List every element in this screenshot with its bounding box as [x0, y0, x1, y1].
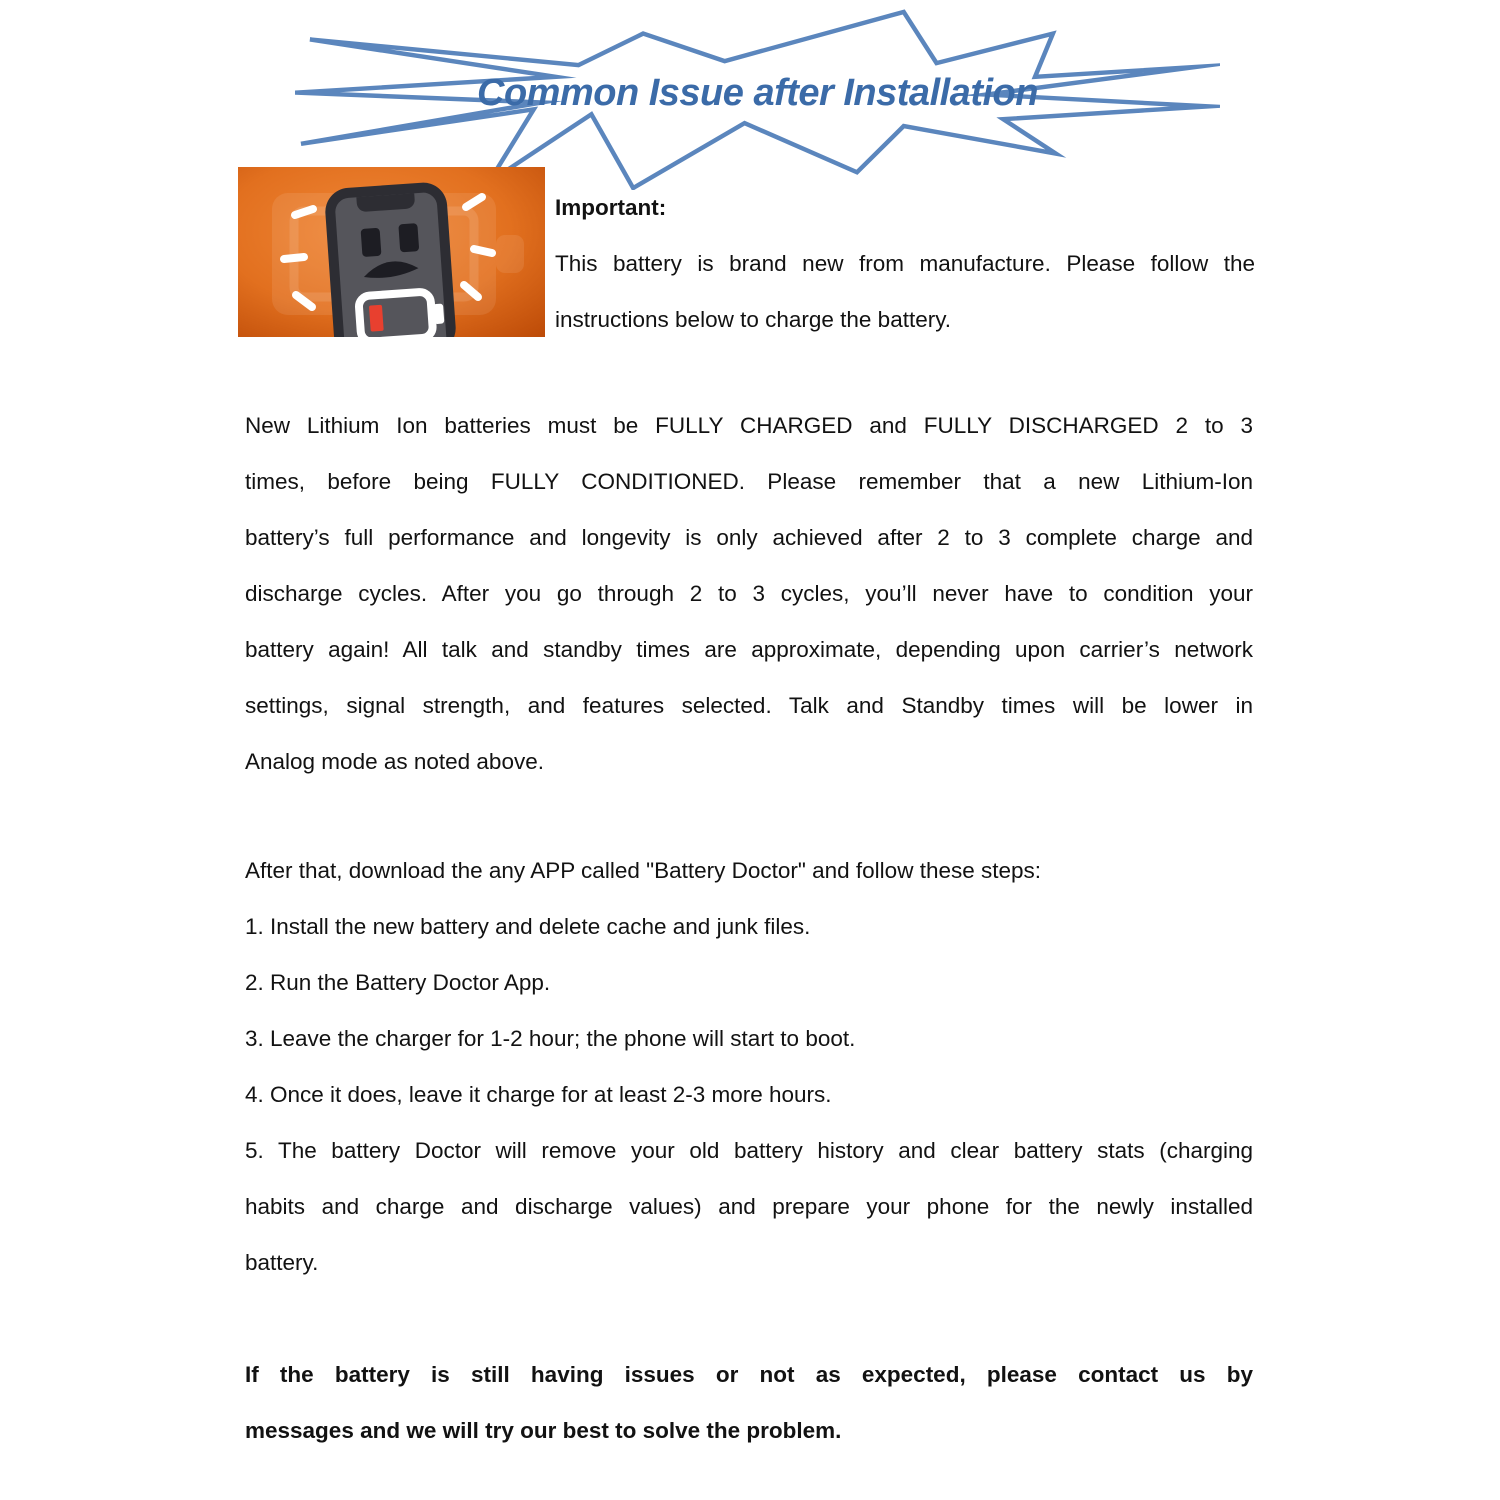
- text-line: settings, signal strength, and features selected. Talk and Standby times will be lower in: [245, 693, 1253, 718]
- important-text: [555, 236, 1255, 348]
- step-item-2: [245, 955, 1253, 1011]
- text-line: battery.: [245, 1250, 319, 1275]
- conditioning-paragraph: [245, 398, 1253, 790]
- text-line: discharge cycles. After you go through 2 to 3 cycles, you’ll never have to condition your: [245, 581, 1253, 606]
- steps-section: [245, 843, 1253, 1291]
- phone-eye-left: [361, 228, 382, 257]
- step-item-4: [245, 1067, 1253, 1123]
- step-item-1: [245, 899, 1253, 955]
- sad-phone-low-battery-illustration: [238, 167, 545, 337]
- text-line: 1. Install the new battery and delete cache and junk files.: [245, 914, 811, 939]
- text-line: 2. Run the Battery Doctor App.: [245, 970, 551, 995]
- text-line: habits and charge and discharge values) and prepare your phone for the newly installed: [245, 1194, 1253, 1219]
- text-line: messages and we will try our best to solve the problem.: [245, 1418, 842, 1443]
- step-item-3: [245, 1011, 1253, 1067]
- text-line: times, before being FULLY CONDITIONED. Please remember that a new Lithium-Ion: [245, 469, 1253, 494]
- step-item-5: [245, 1123, 1253, 1291]
- page-title: Common Issue after Installation: [477, 72, 1038, 114]
- text-line: 5. The battery Doctor will remove your old battery history and clear battery stats (charging: [245, 1138, 1253, 1163]
- sad-phone-icon: [324, 181, 458, 337]
- text-line: instructions below to charge the battery.: [555, 307, 952, 332]
- important-label: Important:: [555, 195, 667, 220]
- phone-eye-right: [398, 223, 419, 252]
- text-line: 3. Leave the charger for 1-2 hour; the phone will start to boot.: [245, 1026, 856, 1051]
- body-content: [245, 398, 1253, 1459]
- steps-intro: After that, download the any APP called "Battery Doctor" and follow these steps:: [245, 858, 1042, 883]
- text-line: Analog mode as noted above.: [245, 749, 544, 774]
- contact-us-paragraph: [245, 1347, 1253, 1459]
- text-line: This battery is brand new from manufacture. Please follow the: [555, 251, 1255, 276]
- important-section: [555, 180, 1255, 348]
- text-line: New Lithium Ion batteries must be FULLY CHARGED and FULLY DISCHARGED 2 to 3: [245, 413, 1253, 438]
- text-line: battery’s full performance and longevity is only achieved after 2 to 3 complete charge and: [245, 525, 1253, 550]
- text-line: battery again! All talk and standby times are approximate, depending upon carrier’s network: [245, 637, 1253, 662]
- text-line: 4. Once it does, leave it charge for at least 2-3 more hours.: [245, 1082, 832, 1107]
- text-line: If the battery is still having issues or not as expected, please contact us by: [245, 1362, 1253, 1387]
